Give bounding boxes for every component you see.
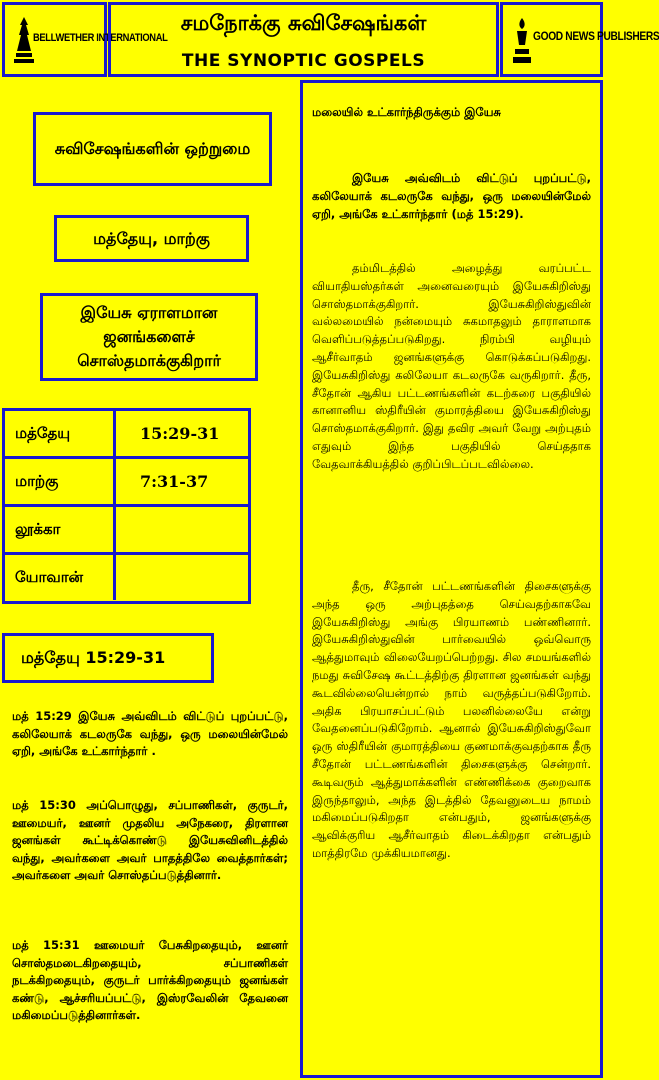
bellwether-logo: [13, 15, 168, 70]
book-name: லூக்கா: [15, 520, 61, 538]
lamp-logo-icon: [511, 15, 533, 67]
title-box: [108, 2, 499, 77]
verse-reference: 7:31-37: [113, 459, 248, 504]
verse-reference: [113, 507, 248, 552]
verse-reference: 15:29-31: [113, 411, 248, 456]
passage-reference-heading: மத்தேயு 15:29-31: [2, 633, 214, 683]
verse-text: மத் 15:30 அப்பொழுது, சப்பாணிகள், குருடர், ஊமையர், ஊனர் முதலிய அநேகரை, திரளான ஜனங்கள் கூட்டிக்கொண்டு இயேசுவினிடத்தில் வந்து, அவர்களை அவர் பாதத்திலே வைத்தார்கள்; அவர்களை அவர் சொஸ்தப்படுத்தினார்.: [12, 798, 288, 882]
harmony-heading: சுவிசேஷங்களின் ஒற்றுமை: [33, 112, 272, 186]
verse-text: மத் 15:29 இயேசு அவ்விடம் விட்டுப் புறப்பட்டு, கலிலேயாக் கடலருகே வந்து, ஒரு மலையின்மேல் ஏறி, அங்கே உட்கார்ந்தார் .: [12, 709, 288, 758]
book-name: மாற்கு: [15, 472, 59, 490]
gospels-heading: மத்தேயு, மாற்கு: [54, 215, 249, 262]
commentary-intro: இயேசு அவ்விடம் விட்டுப் புறப்பட்டு, கலிலேயாக் கடலருகே வந்து, ஒரு மலையின்மேல் ஏறி, அங்கே உட்கார்ந்தார் (மத் 15:29).: [312, 171, 591, 221]
commentary-paragraph: தம்மிடத்தில் அழைத்து வரப்பட்ட வியாதியஸ்தர்கள் அனைவரையும் இயேசுகிறிஸ்து சொஸ்தமாக்குகிறார். இயேசுகிறிஸ்துவின் வல்லமையில் நன்மையும் சுகமாதலும் தாராளமாக வெளிப்படுத்தப்படுகிறது. நிரம்பி வழியும் ஆசீர்வாதம் ஜனங்களுக்கு கொடுக்கப்படுகிறது. இயேசுகிறிஸ்து கலிலேயா கடலருகே வருகிறார். தீரு, சீதோன் ஆகிய பட்டணங்களின் கடற்கரை பகுதியில் கானானிய ஸ்திரீயின் குமாரத்தியை இயேசுகிறிஸ்து சொஸ்தமாக்குகிறார். இது தவிர அவர் வேறு அற்புதம் எதுவும் இந்த பகுதியில் செய்ததாக வேதவாக்கியத்தில் குறிப்பிடப்படவில்லை.: [312, 261, 591, 471]
publisher-logo-box-right: [500, 2, 659, 77]
bellwether-logo-text: BELLWETHER INTERNATIONAL: [33, 32, 168, 44]
publisher-logo-box: [2, 2, 168, 77]
commentary-paragraph: தீரு, சீதோன் பட்டணங்களின் திசைகளுக்கு அந்த ஒரு அற்புதத்தை செய்வதற்காகவே இயேசுகிறிஸ்து அங்கு பிரயாணம் பண்ணினார். இயேசுகிறிஸ்துவின் பார்வையில் ஒவ்வொரு ஆத்துமாவும் விலையேறப்பெற்றது. சில சமயங்களில் நமது சுவிசேஷ கூட்டத்திற்கு திரளான ஜனங்கள் வந்து கூடவில்லையென்றால் நாம் வருத்தப்படுகிறோம். அதிக பிரயாசப்பட்டும் பலனில்லையே என்று வேதனைப்படுகிறோம். ஆனால் இயேசுகிறிஸ்துவோ ஒரு ஸ்திரீயின் குமாரத்தியை குணமாக்குவதற்காக தீரு சீதோன் பட்டணங்களின் திசைகளுக்கு சென்றார். கூடிவரும் ஆத்துமாக்களின் எண்ணிக்கை குறைவாக இருந்தாலும், அந்த இடத்தில் தேவனுடைய நாமம் மகிமைப்படுகிறதா என்பதும், ஜனங்களுக்கு ஆவிக்குரிய ஆசீர்வாதம் கிடைக்கிறதா என்பதும் மாத்திரமே முக்கியமானது.: [312, 579, 591, 860]
table-row: [5, 555, 248, 603]
table-row: [5, 459, 248, 507]
page-title-tamil: சமநோக்கு சுவிசேஷங்கள்: [180, 11, 427, 35]
table-row: [5, 507, 248, 555]
good-news-logo-text: GOOD NEWS PUBLISHERS: [533, 29, 659, 43]
page-title-english: THE SYNOPTIC GOSPELS: [181, 51, 426, 71]
book-name: யோவான்: [15, 568, 84, 586]
good-news-logo: [511, 15, 659, 70]
theme-heading: இயேசு ஏராளமான ஜனங்களைச் சொஸ்தமாக்குகிறார்: [40, 293, 258, 381]
book-name: மத்தேயு: [15, 424, 71, 442]
verse-reference: [113, 555, 248, 600]
gospel-reference-table: [2, 408, 251, 604]
verse-text: மத் 15:31 ஊமையர் பேசுகிறதையும், ஊனர் சொஸ்தமடைகிறதையும், சப்பாணிகள் நடக்கிறதையும், குருடர் பார்க்கிறதையும் ஜனங்கள் கண்டு, ஆச்சரியப்பட்டு, இஸ்ரவேலின் தேவனை மகிமைப்படுத்தினார்கள்.: [12, 938, 288, 1022]
commentary-title: மலையில் உட்கார்ந்திருக்கும் இயேசு: [312, 105, 501, 119]
table-row: [5, 411, 248, 459]
ram-logo-icon: [13, 15, 35, 67]
